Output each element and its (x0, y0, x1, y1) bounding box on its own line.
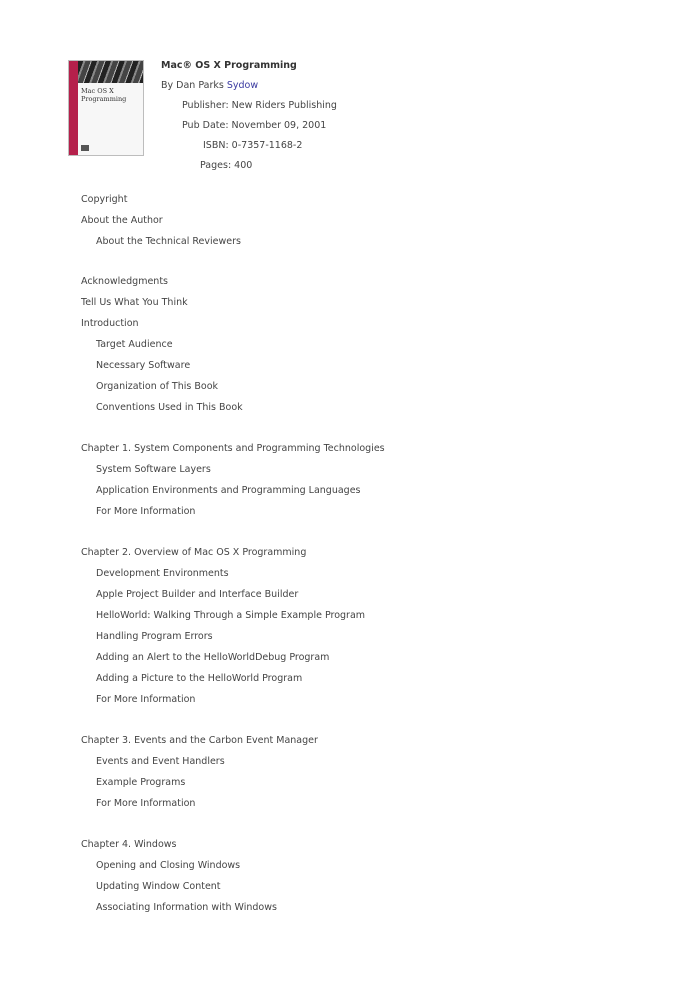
toc-section-link[interactable]: About the Technical Reviewers (96, 236, 241, 247)
author-link[interactable]: Sydow (226, 80, 259, 91)
toc-section-link[interactable]: Events and Event Handlers (96, 756, 225, 767)
toc-section-link[interactable]: Handling Program Errors (96, 631, 213, 642)
toc-chapter-link[interactable]: Acknowledgments (81, 276, 168, 287)
toc-section-link[interactable]: Conventions Used in This Book (96, 402, 243, 413)
toc-section-link[interactable]: Opening and Closing Windows (96, 860, 241, 871)
toc-chapter-link[interactable]: Introduction (81, 318, 139, 329)
toc-section-link[interactable]: Updating Window Content (96, 881, 221, 892)
cover-title-line2: Programming (81, 95, 127, 103)
toc-section-link[interactable]: For More Information (96, 506, 196, 517)
toc-section-link[interactable]: Necessary Software (96, 360, 191, 371)
book-byline (161, 80, 258, 91)
book-cover-image (68, 60, 144, 156)
toc-section-link[interactable]: Application Environments and Programming Languages (96, 485, 361, 496)
toc-chapter-link[interactable]: Chapter 4. Windows (81, 839, 177, 850)
toc-section-link[interactable]: Apple Project Builder and Interface Builder (96, 589, 299, 600)
byline-prefix: By (161, 80, 177, 91)
toc-chapter-link[interactable]: Chapter 2. Overview of Mac OS X Programming (81, 547, 307, 558)
book-pages: Pages: 400 (200, 160, 253, 171)
toc-chapter-link[interactable]: Copyright (81, 194, 128, 205)
toc-section-link[interactable]: For More Information (96, 694, 196, 705)
toc-chapter-link[interactable]: Chapter 3. Events and the Carbon Event Manager (81, 735, 318, 746)
cover-title (81, 87, 126, 103)
toc-chapter-link[interactable]: Tell Us What You Think (81, 297, 188, 308)
toc-section-link[interactable]: Adding an Alert to the HelloWorldDebug Program (96, 652, 330, 663)
toc-section-link[interactable]: Organization of This Book (96, 381, 219, 392)
book-isbn: ISBN: 0-7357-1168-2 (203, 140, 303, 151)
toc-section-link[interactable]: HelloWorld: Walking Through a Simple Example Program (96, 610, 366, 621)
toc-section-link[interactable]: Associating Information with Windows (96, 902, 277, 913)
book-title: Mac® OS X Programming (161, 60, 297, 71)
toc-section-link[interactable]: Adding a Picture to the HelloWorld Program (96, 673, 303, 684)
toc-section-link[interactable]: Development Environments (96, 568, 229, 579)
toc-section-link[interactable]: System Software Layers (96, 464, 211, 475)
book-pub-date: Pub Date: November 09, 2001 (182, 120, 327, 131)
cover-title-line1: Mac OS X (81, 87, 114, 95)
toc-chapter-link[interactable]: Chapter 1. System Components and Programming Technologies (81, 443, 385, 454)
toc-section-link[interactable]: Target Audience (96, 339, 173, 350)
book-publisher: Publisher: New Riders Publishing (182, 100, 337, 111)
author-first-name: Dan Parks (176, 80, 227, 91)
toc-section-link[interactable]: Example Programs (96, 777, 186, 788)
cover-graphic-band (78, 61, 143, 83)
cover-spine-stripe (69, 61, 78, 155)
publisher-logo-icon (81, 145, 89, 151)
toc-section-link[interactable]: For More Information (96, 798, 196, 809)
toc-chapter-link[interactable]: About the Author (81, 215, 163, 226)
